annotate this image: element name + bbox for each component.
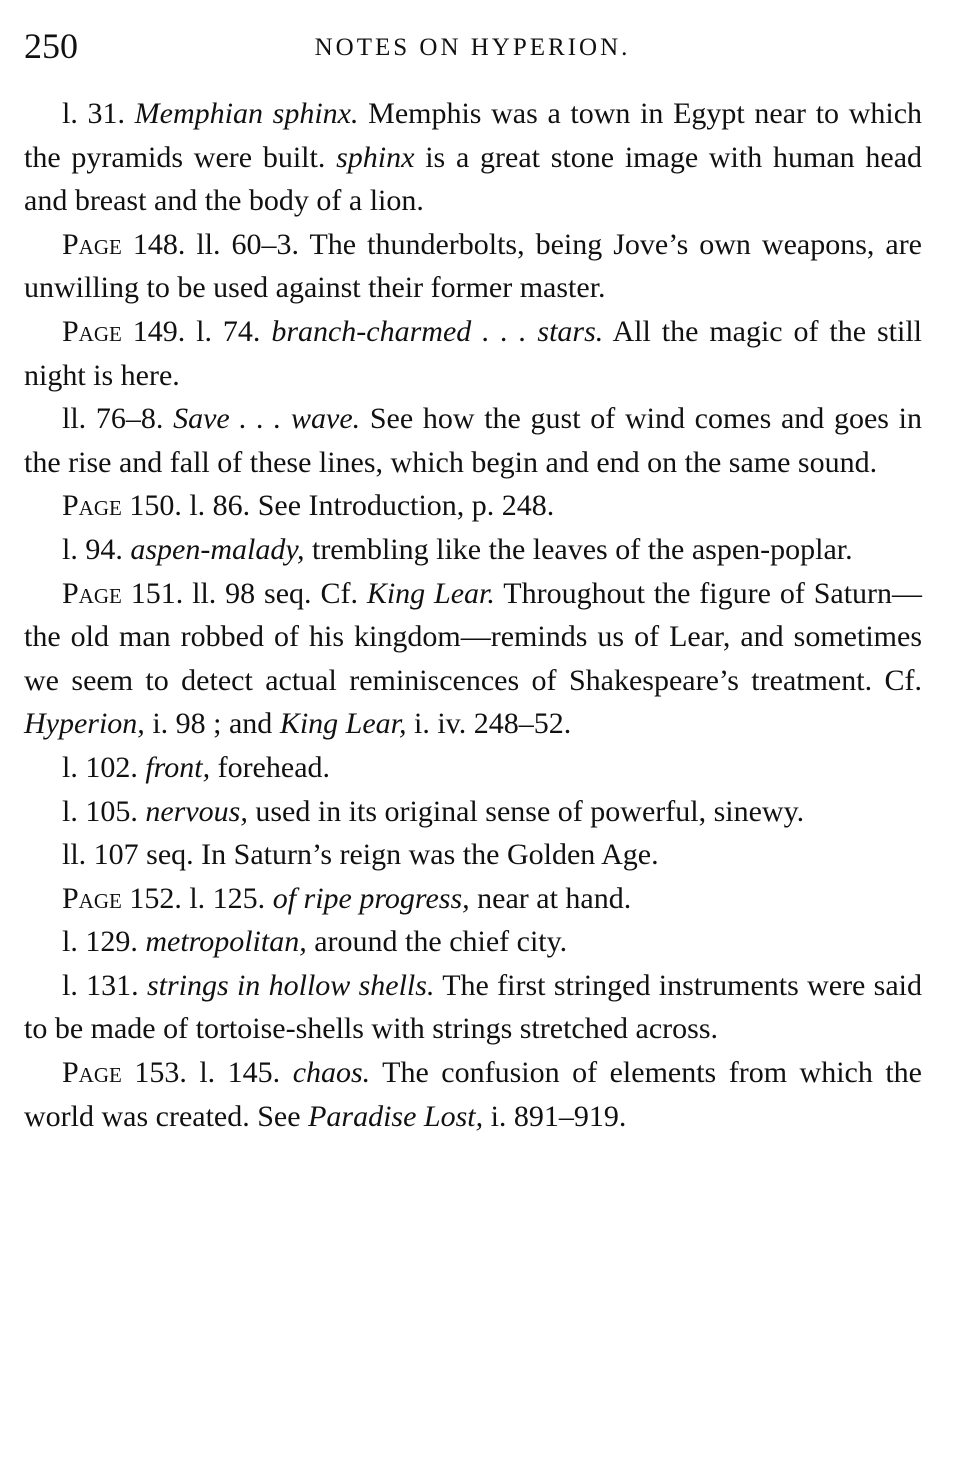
line-ref: l. 105. <box>62 794 138 828</box>
gloss: Cf. <box>320 576 358 610</box>
note-l94 <box>24 528 922 572</box>
line-ref: l. 31. <box>62 97 125 130</box>
lemma-2: sphinx <box>336 140 415 174</box>
note-page-152 <box>24 877 922 921</box>
note-page-153 <box>24 1051 922 1138</box>
work-title-3: King Lear, <box>279 707 407 741</box>
note-l31 <box>24 92 922 223</box>
work-title: King Lear. <box>366 576 495 610</box>
lemma: Save . . . wave. <box>173 402 361 436</box>
gloss: Memphis was a town in Egypt near to which the pyramids were built. <box>24 97 923 174</box>
line-ref: l. 102. <box>62 750 138 784</box>
gloss-3: i. 98 ; and <box>152 707 273 741</box>
line-ref: ll. 98 seq. <box>192 576 312 610</box>
line-ref: ll. 60–3. <box>196 227 300 261</box>
gloss: See how the gust of wind comes and goes in the rise and fall of these lines, which begin and end on the same sound. <box>24 402 923 479</box>
gloss: near at hand. <box>477 881 632 915</box>
gloss: trembling like the leaves of the aspen-poplar. <box>311 532 853 566</box>
page-ref: Page 149. <box>62 314 186 348</box>
lemma: strings in hollow shells. <box>146 968 435 1002</box>
line-ref: l. 129. <box>62 925 138 959</box>
page-ref: Page 151. <box>62 576 184 610</box>
lemma: branch-charmed . . . stars. <box>271 314 604 348</box>
gloss: The thunderbolts, being Jove’s own weapons, are unwilling to be used against their former master. <box>24 227 922 305</box>
note-l102 <box>24 746 922 790</box>
gloss: around the chief city. <box>314 925 568 959</box>
note-page-150 <box>24 484 922 528</box>
gloss: The first stringed instruments were said to be made of tortoise-shells with strings stretched across. <box>24 968 923 1046</box>
gloss-2: is a great stone image with human head and breast and the body of a lion. <box>24 140 923 218</box>
lemma: of ripe progress, <box>272 881 470 915</box>
lemma: aspen-malady, <box>130 532 305 566</box>
page-ref: Page 148. <box>62 227 186 261</box>
lemma: metropolitan, <box>145 925 307 959</box>
note-ll107 <box>24 833 922 877</box>
lemma: chaos. <box>292 1056 371 1090</box>
gloss-2: Throughout the figure of Saturn—the old man robbed of his kingdom—reminds us of Lear, and sometimes we seem to detect actual reminiscences of Shakespeare’s treatment. Cf. <box>24 576 923 697</box>
line-ref: l. 145. <box>199 1056 281 1090</box>
gloss: forehead. <box>217 750 331 784</box>
note-l129 <box>24 920 922 964</box>
lemma: Memphian sphinx. <box>134 97 359 130</box>
note-page-149 <box>24 310 922 397</box>
lemma: nervous, <box>145 794 248 828</box>
gloss: See Introduction, p. 248. <box>257 489 555 523</box>
page-ref: Page 153. <box>62 1056 187 1090</box>
lemma: front, <box>145 750 211 784</box>
line-ref: l. 86. <box>189 489 251 523</box>
gloss-4: i. iv. 248–52. <box>414 707 572 741</box>
work-title: Paradise Lost, <box>308 1099 484 1133</box>
line-ref: l. 131. <box>62 968 139 1002</box>
line-ref: l. 94. <box>62 532 123 566</box>
notes-body <box>24 92 922 1138</box>
gloss: The confusion of elements from which the world was created. See <box>24 1056 923 1133</box>
line-ref: l. 125. <box>189 881 266 915</box>
line-ref: l. 74. <box>196 314 261 348</box>
gloss: used in its original sense of powerful, sinewy. <box>255 794 805 828</box>
line-ref: ll. 107 seq. <box>62 838 194 872</box>
note-page-151 <box>24 572 922 746</box>
line-ref: ll. 76–8. <box>62 402 164 436</box>
page-ref: Page 152. <box>62 881 182 915</box>
gloss: All the magic of the still night is here. <box>24 314 922 392</box>
work-title-2: Hyperion, <box>24 707 145 741</box>
note-l131 <box>24 964 922 1051</box>
running-title: NOTES ON HYPERION. <box>314 34 631 61</box>
page-header <box>24 22 921 70</box>
note-l105 <box>24 790 922 834</box>
gloss: In Saturn’s reign was the Golden Age. <box>201 838 659 872</box>
page-ref: Page 150. <box>62 489 182 523</box>
note-ll76 <box>24 397 922 484</box>
page-number: 250 <box>24 26 78 66</box>
gloss-2: i. 891–919. <box>490 1099 627 1133</box>
note-page-148 <box>24 223 922 310</box>
